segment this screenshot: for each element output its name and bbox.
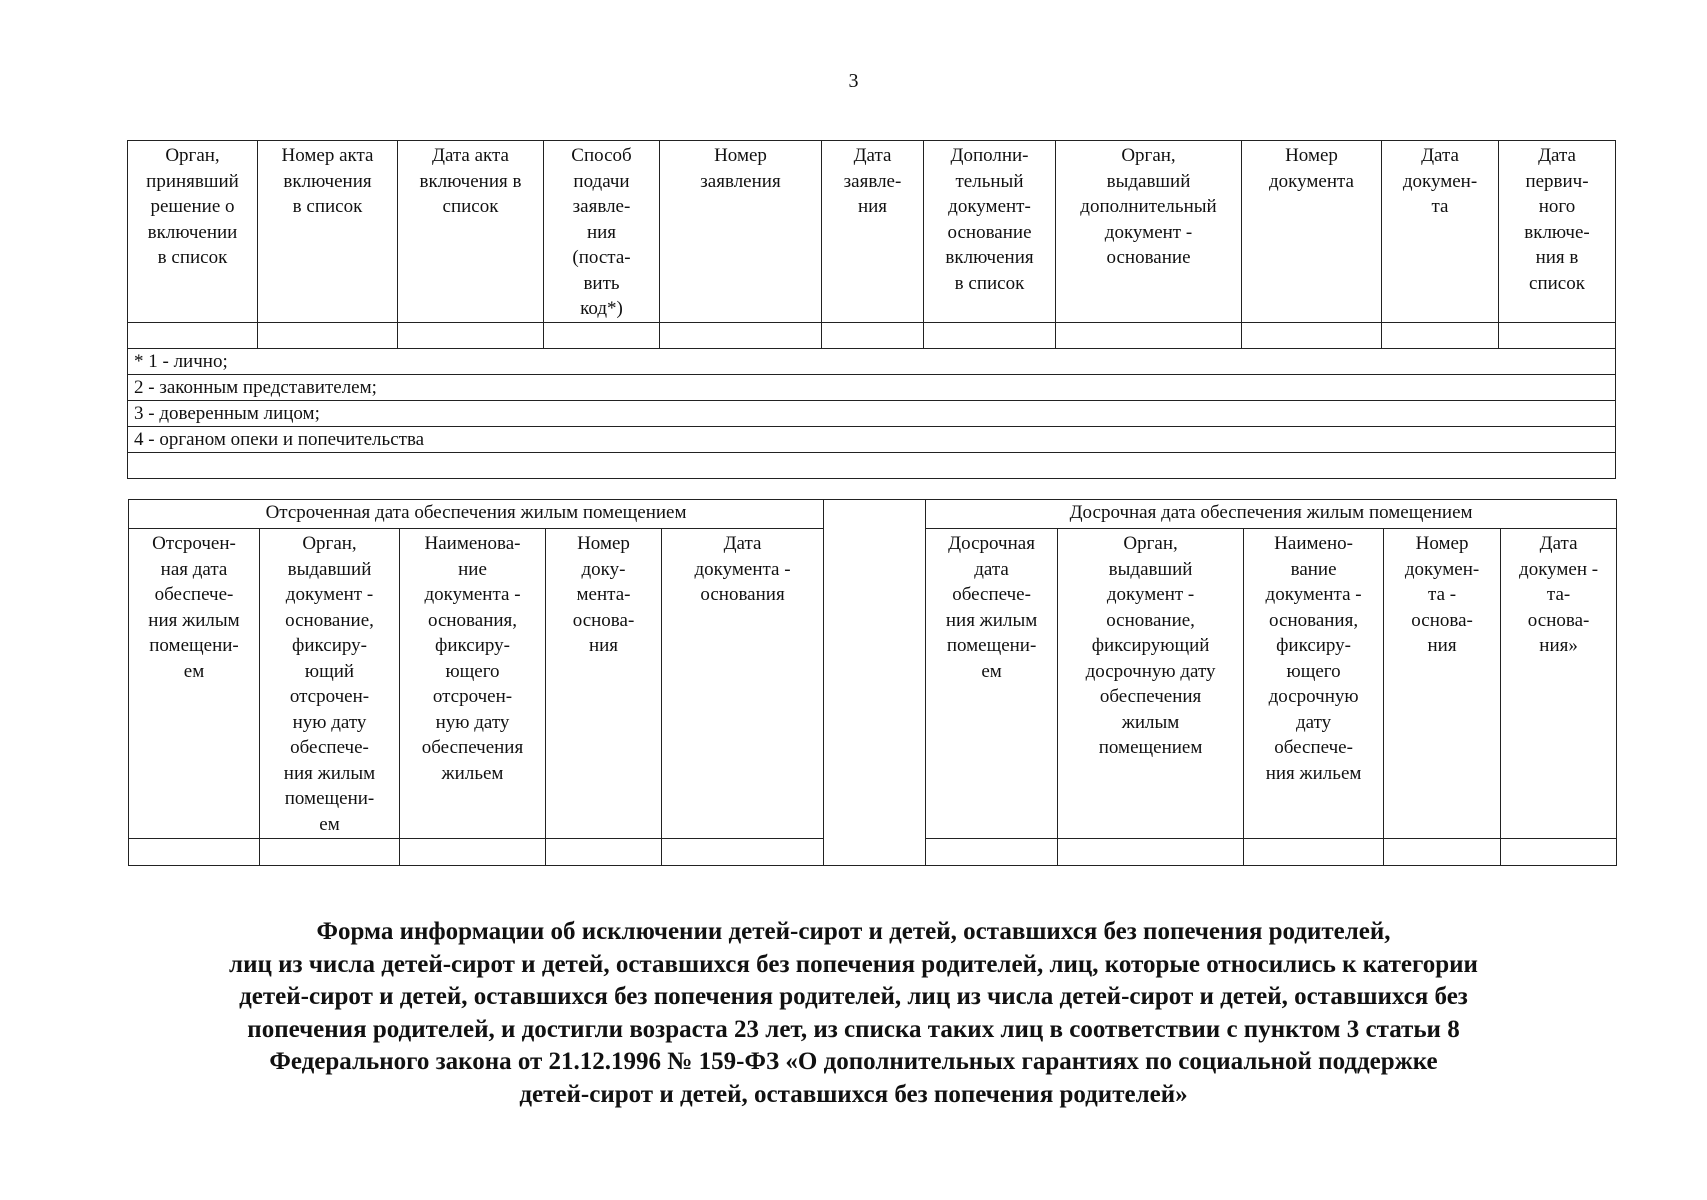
- header-cell: Досрочная дата обеспече- ния жилым помещени- ем: [926, 529, 1058, 839]
- header-cell: Наимено- вание документа - основания, фиксиру- ющего досрочную дату обеспече- ния жильем: [1244, 529, 1384, 839]
- blank-data-row: [128, 322, 1616, 348]
- empty-row: [128, 452, 1616, 478]
- data-cell: [546, 839, 662, 866]
- data-cell: [1244, 839, 1384, 866]
- data-cell: [1242, 322, 1382, 348]
- header-cell: Наименова- ние документа - основания, фиксиру- ющего отсрочен- ную дату обеспечения жильем: [400, 529, 546, 839]
- data-cell: [926, 839, 1058, 866]
- data-cell: [1058, 839, 1244, 866]
- data-cell: [400, 839, 546, 866]
- data-cell: [129, 839, 260, 866]
- data-cell: [662, 839, 824, 866]
- header-cell: Дата заявле- ния: [822, 141, 924, 323]
- header-cell: Номер доку- мента- основа- ния: [546, 529, 662, 839]
- header-cell: Способ подачи заявле- ния (поста- вить код*): [544, 141, 660, 323]
- data-cell: [822, 322, 924, 348]
- data-cell: [660, 322, 822, 348]
- header-cell: Дополни- тельный документ- основание включения в список: [924, 141, 1056, 323]
- data-cell: [1499, 322, 1616, 348]
- header-row: [128, 141, 1616, 323]
- data-cell: [1056, 322, 1242, 348]
- header-cell: Отсрочен- ная дата обеспече- ния жилым помещени- ем: [129, 529, 260, 839]
- header-cell: Дата акта включения в список: [398, 141, 544, 323]
- early-date-group-title: Досрочная дата обеспечения жилым помещением: [926, 500, 1617, 529]
- code-note: 4 - органом опеки и попечительства: [128, 426, 1616, 452]
- header-cell: Орган, принявший решение о включении в список: [128, 141, 258, 323]
- header-cell: Орган, выдавший документ - основание, фиксирующий досрочную дату обеспечения жилым помещением: [1058, 529, 1244, 839]
- code-note: 3 - доверенным лицом;: [128, 400, 1616, 426]
- header-cell: Орган, выдавший дополнительный документ - основание: [1056, 141, 1242, 323]
- data-cell: [544, 322, 660, 348]
- data-cell: [1382, 322, 1499, 348]
- page-number: 3: [848, 70, 859, 92]
- code-note: 2 - законным представителем;: [128, 374, 1616, 400]
- data-cell: [398, 322, 544, 348]
- header-cell: Номер заявления: [660, 141, 822, 323]
- provision-dates-table: [128, 499, 1617, 866]
- separator-column: [824, 500, 926, 866]
- header-cell: Номер документа: [1242, 141, 1382, 323]
- header-cell: Дата докумен - та- основа- ния»: [1501, 529, 1617, 839]
- header-cell: Дата докумен- та: [1382, 141, 1499, 323]
- header-cell: Дата первич- ного включе- ния в список: [1499, 141, 1616, 323]
- header-cell: Номер докумен- та - основа- ния: [1384, 529, 1501, 839]
- group-header-row: [129, 500, 1617, 529]
- data-cell: [128, 322, 258, 348]
- data-cell: [1501, 839, 1617, 866]
- deferred-date-group-title: Отсроченная дата обеспечения жилым помещением: [129, 500, 824, 529]
- inclusion-table: [127, 140, 1616, 479]
- data-cell: [258, 322, 398, 348]
- data-cell: [924, 322, 1056, 348]
- header-cell: Орган, выдавший документ - основание, фиксиру- ющий отсрочен- ную дату обеспече- ния жилым помещени- ем: [260, 529, 400, 839]
- header-cell: Номер акта включения в список: [258, 141, 398, 323]
- header-cell: Дата документа - основания: [662, 529, 824, 839]
- data-cell: [260, 839, 400, 866]
- form-title: Форма информации об исключении детей-сирот и детей, оставшихся без попечения родителей, лиц из числа детей-сирот и детей, оставшихся без попечения родителей, лиц, которые относились к категории детей-сирот и детей, оставшихся без попечения родителей, лиц из числа детей-сирот и детей, оставшихся без попечения родителей, и достигли возраста 23 лет, из списка таких лиц в соответствии с пунктом 3 статьи 8 Федерального закона от 21.12.1996 № 159-ФЗ «О дополнительных гарантиях по социальной поддержке детей-сирот и детей, оставшихся без попечения родителей»: [229, 918, 1478, 1108]
- code-note: * 1 - лично;: [128, 348, 1616, 374]
- data-cell: [1384, 839, 1501, 866]
